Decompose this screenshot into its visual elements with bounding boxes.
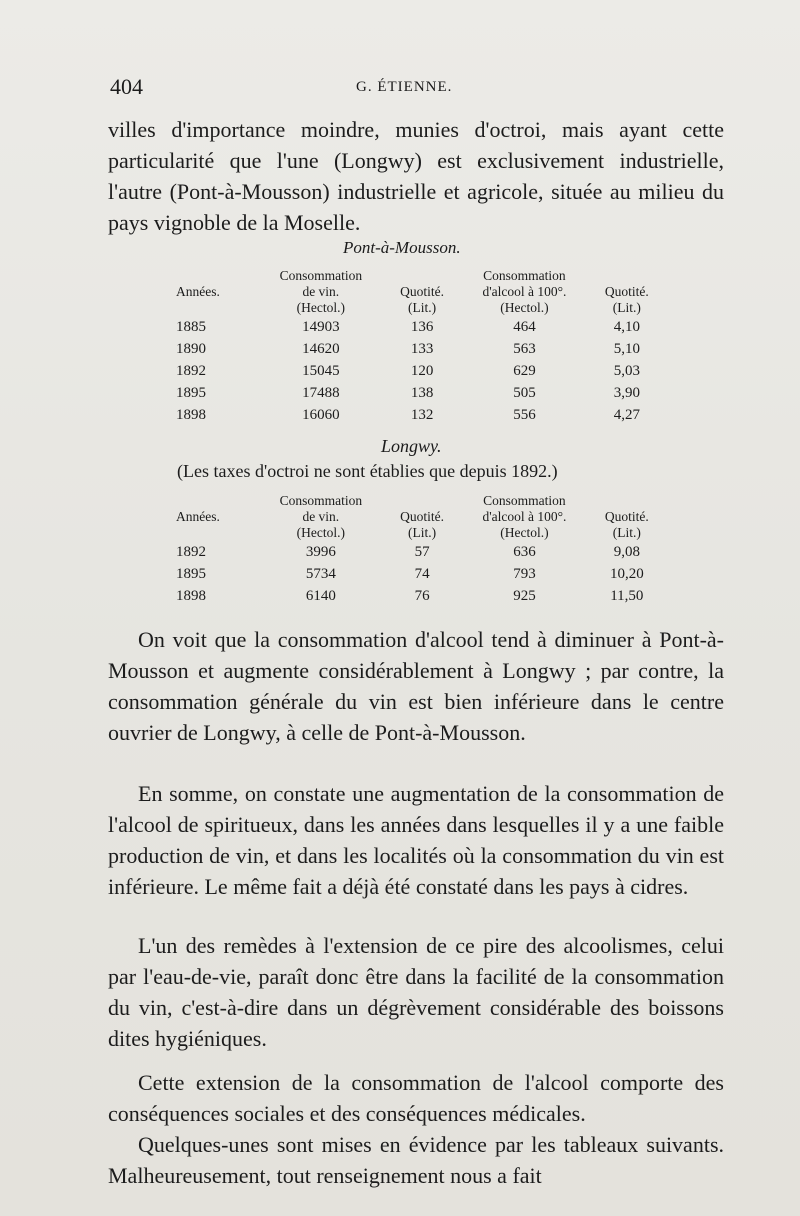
cell-year: 1898 (176, 587, 206, 604)
cell-vin: 14903 (302, 318, 340, 335)
cell-quotite-alcool: 4,10 (613, 318, 640, 335)
table-header-row (162, 300, 662, 316)
cell-quotite-vin: 138 (410, 384, 434, 401)
cell-vin: 3996 (305, 543, 336, 560)
cell-quotite-vin: 76 (414, 587, 430, 604)
cell-alcool: 793 (513, 565, 536, 582)
paragraph-conclusion-5: Quelques-unes sont mises en évidence par les tableaux suivants. Malheureusement, tout renseignement nous a fait (108, 1132, 724, 1188)
paragraph-conclusion-4: Cette extension de la consommation de l'alcool comporte des conséquences sociales et des conséquences médicales. (108, 1070, 724, 1126)
table-row (162, 382, 662, 404)
cell-quotite-vin: 57 (414, 543, 430, 560)
intro-paragraph: villes d'importance moindre, munies d'octroi, mais ayant cette particularité que l'une (Longwy) est exclusivement industrielle, l'autre (Pont-à-Mousson) industrielle et agricole, située au milieu du pays vignoble de la Moselle. (108, 117, 724, 235)
header-de-vin: de vin. (302, 284, 340, 299)
cell-vin: 16060 (302, 406, 340, 423)
cell-year: 1890 (176, 340, 206, 357)
cell-year: 1898 (176, 406, 206, 423)
table-header-row (162, 268, 662, 284)
paragraph-conclusion-2: En somme, on constate une augmentation de la consommation de l'alcool de spiritueux, dans les années dans lesquelles il y a une faible production de vin, et dans les localités où la consommation du vin est inférieure. Le même fait a déjà été constaté dans les pays à cidres. (108, 781, 724, 899)
table-caption-pont-a-mousson: Pont-à-Mousson. (343, 238, 461, 257)
cell-year: 1895 (176, 565, 206, 582)
cell-year: 1895 (176, 384, 206, 401)
cell-quotite-vin: 133 (410, 340, 434, 357)
cell-quotite-vin: 74 (414, 565, 430, 582)
cell-alcool: 505 (513, 384, 536, 401)
table-row (162, 541, 662, 563)
cell-quotite-vin: 132 (410, 406, 434, 423)
cell-year: 1885 (176, 318, 206, 335)
cell-alcool: 925 (513, 587, 536, 604)
cell-vin: 5734 (305, 565, 336, 582)
page-number: 404 (110, 74, 143, 99)
header-annees: Années. (176, 284, 220, 299)
table-pont-a-mousson (162, 268, 662, 426)
table-longwy (162, 493, 662, 607)
cell-quotite-vin: 120 (410, 362, 434, 379)
header-unit: (Lit.) (408, 300, 437, 315)
header-de-vin: de vin. (302, 509, 340, 524)
paragraph-conclusion-3: L'un des remèdes à l'extension de ce pire des alcoolismes, celui par l'eau-de-vie, paraît donc être dans la facilité de la consommation du vin, c'est-à-dire dans un dégrèvement considérable des boissons dites hygiéniques. (108, 933, 724, 1051)
cell-vin: 15045 (302, 362, 340, 379)
cell-quotite-alcool: 3,90 (613, 384, 640, 401)
running-head: G. ÉTIENNE. (356, 79, 453, 95)
header-unit: (Lit.) (612, 300, 641, 315)
header-alcool-100: d'alcool à 100°. (482, 284, 567, 299)
cell-alcool: 556 (513, 406, 536, 423)
table-header-row (162, 493, 662, 509)
cell-alcool: 629 (513, 362, 536, 379)
header-unit: (Lit.) (612, 525, 641, 540)
paragraph-conclusion-1: On voit que la consommation d'alcool tend à diminuer à Pont-à-Mousson et augmente considérablement à Longwy ; par contre, la consommation générale du vin est bien inférieure dans le centre ouvrier de Longwy, à celle de Pont-à-Mousson. (108, 627, 724, 745)
header-quotite: Quotité. (400, 284, 444, 299)
table-caption-longwy: Longwy. (381, 436, 442, 456)
table-row (162, 563, 662, 585)
cell-vin: 6140 (305, 587, 336, 604)
cell-quotite-vin: 136 (410, 318, 434, 335)
header-alcool-100: d'alcool à 100°. (482, 509, 567, 524)
cell-alcool: 563 (513, 340, 536, 357)
header-quotite: Quotité. (604, 509, 649, 524)
header-unit: (Hectol.) (500, 300, 549, 315)
cell-vin: 14620 (302, 340, 340, 357)
cell-year: 1892 (176, 543, 206, 560)
table-header-row (162, 284, 662, 300)
table-header-row (162, 525, 662, 541)
cell-quotite-alcool: 11,50 (610, 587, 644, 604)
cell-quotite-alcool: 4,27 (613, 406, 640, 423)
cell-quotite-alcool: 10,20 (609, 565, 644, 582)
header-unit: (Lit.) (408, 525, 437, 540)
cell-quotite-alcool: 5,03 (613, 362, 640, 379)
table-row (162, 338, 662, 360)
header-unit: (Hectol.) (296, 300, 345, 315)
header-conso-alcool: Consommation (483, 493, 566, 508)
table-row (162, 404, 662, 426)
tax-note: (Les taxes d'octroi ne sont établies que depuis 1892.) (177, 461, 558, 481)
page-header (110, 74, 720, 104)
header-conso-vin: Consommation (279, 268, 363, 283)
cell-quotite-alcool: 5,10 (613, 340, 640, 357)
table-row (162, 316, 662, 338)
cell-alcool: 636 (513, 543, 536, 560)
header-conso-alcool: Consommation (483, 268, 566, 283)
header-unit: (Hectol.) (500, 525, 549, 540)
table-row (162, 360, 662, 382)
header-quotite: Quotité. (604, 284, 649, 299)
header-quotite: Quotité. (400, 509, 444, 524)
table-header-row (162, 509, 662, 525)
table-row (162, 585, 662, 607)
header-conso-vin: Consommation (279, 493, 363, 508)
cell-vin: 17488 (302, 384, 340, 401)
cell-alcool: 464 (513, 318, 536, 335)
cell-year: 1892 (176, 362, 206, 379)
cell-quotite-alcool: 9,08 (613, 543, 640, 560)
header-annees: Années. (176, 509, 220, 524)
header-unit: (Hectol.) (296, 525, 345, 540)
